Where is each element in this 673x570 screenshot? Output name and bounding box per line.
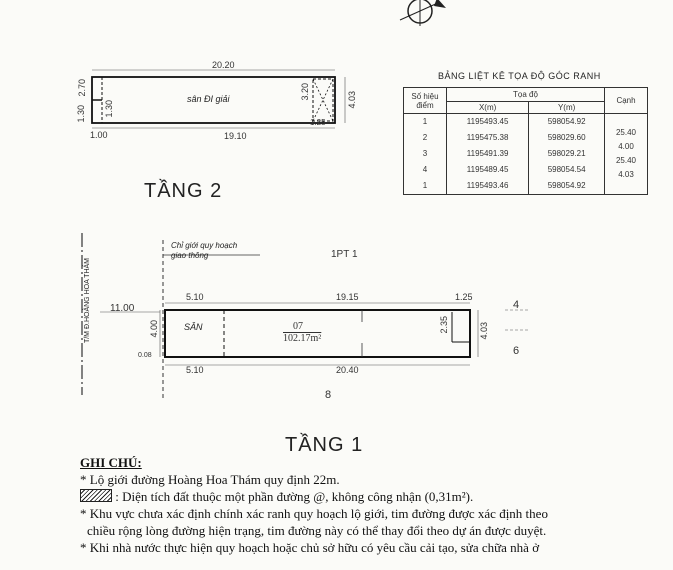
note-state-planning: * Khi nhà nước thực hiện quy hoạch hoặc chủ sở hữu có yêu cầu cải tạo, sửa chữa nhà ở [80,540,540,555]
header-y: Y(m) [529,102,605,114]
floor2-dim-bottom-left: 1.00 [90,130,108,140]
edge-value: 4.00 [618,142,634,151]
point-ids-cell [404,114,447,195]
note-boundary-1: * Khu vực chưa xác định chính xác ranh quy hoạch lộ giới, tim đường được xác định theo [80,506,548,521]
floor1-dim-road: 11.00 [110,303,135,314]
table-cell: 598029.21 [547,149,586,158]
table-cell: 598054.92 [547,181,586,190]
edge-value: 25.40 [615,156,637,165]
floor1-dim-top-left: 5.10 [186,292,204,302]
header-edge: Cạnh [605,88,648,114]
map-sheet-label: 1PT 1 [331,249,358,260]
table-cell: 1195475.38 [466,133,509,142]
plot-area: 102.17m² [283,333,322,344]
neighbor-right-top: 4 [513,299,520,311]
north-arrow-icon [400,0,446,26]
floor1-dim-height: 4.00 [149,320,159,338]
table-cell: 598029.60 [547,133,586,142]
street-label: T/M Đ.HOÀNG HOA THÁM [84,258,91,344]
plot-number: 07 [293,321,303,332]
hatch-swatch-icon [80,489,112,502]
floor1-dim-top-main: 19.15 [336,292,359,302]
floor2-title: TẦNG 2 [144,180,223,202]
floor1-dim-inner-right: 2.35 [439,316,449,334]
header-coords: Tọa độ [447,88,605,102]
floor2-dim-left-outer2: 2.70 [77,79,87,97]
edge-value: 4.03 [618,170,634,179]
floor1-dim-bottom-main: 20.40 [336,365,359,375]
planning-line-label: Chỉ giới quy hoạch giao thông [171,241,238,260]
table-row: 4 [422,165,428,174]
notes-section [80,454,670,556]
neighbor-bottom: 8 [325,389,332,401]
floor2-dim-left-inner: 1.30 [104,100,114,118]
floor2-dim-bottom-main: 19.10 [224,131,247,141]
table-cell: 598054.54 [547,165,586,174]
floor2-dim-top: 20.20 [212,60,235,70]
table-row: 1 [422,117,428,126]
coord-table [403,87,648,195]
floor1-title: TẦNG 1 [285,434,364,456]
floor1-dim-top-right: 1.25 [455,292,473,302]
x-values-cell [447,114,529,195]
edge-value: 25.40 [615,128,637,137]
notes-title: GHI CHÚ: [80,455,142,470]
table-cell: 1195493.46 [466,181,509,190]
table-cell: 1195493.45 [466,117,509,126]
floor1-dim-offset: 0.08 [138,352,152,359]
floor2-dim-right-outer: 4.03 [347,91,357,109]
floor2-dim-right-small: 1.25 [310,118,326,127]
note-hatch-legend [80,488,670,505]
table-cell: 1195489.45 [466,165,509,174]
note-hatch-text: : Diện tích đất thuộc một phần đường @, không công nhận (0,31m²). [115,489,474,504]
yard-label: SÂN [184,322,203,332]
floor1-dim-right-outer: 4.03 [479,322,489,340]
table-cell: 1195491.39 [466,149,509,158]
note-road-width: * Lộ giới đường Hoàng Hoa Thám quy định 22m. [80,472,340,487]
header-x: X(m) [447,102,529,114]
y-values-cell [529,114,605,195]
edges-cell [605,114,648,195]
floor2-room-label: sân ĐI giải [187,94,230,104]
neighbor-right-bottom: 6 [513,345,520,357]
header-point: Số hiệu điểm [404,88,447,114]
floor2-dim-left-outer: 1.30 [76,105,86,123]
floor1-plan [82,233,530,398]
table-row: 2 [422,133,428,142]
note-boundary-2: chiều rộng lòng đường hiện trạng, tim đường này có thể thay đổi theo dự án được duyệt. [87,523,547,538]
table-row: 3 [422,149,428,158]
floor1-dim-bottom-left: 5.10 [186,365,204,375]
coord-table-title: BẢNG LIỆT KÊ TỌA ĐỘ GÓC RANH [438,71,601,81]
table-row: 1 [422,181,428,190]
floor2-dim-right-inner: 3.20 [300,83,310,101]
table-cell: 598054.92 [547,117,586,126]
